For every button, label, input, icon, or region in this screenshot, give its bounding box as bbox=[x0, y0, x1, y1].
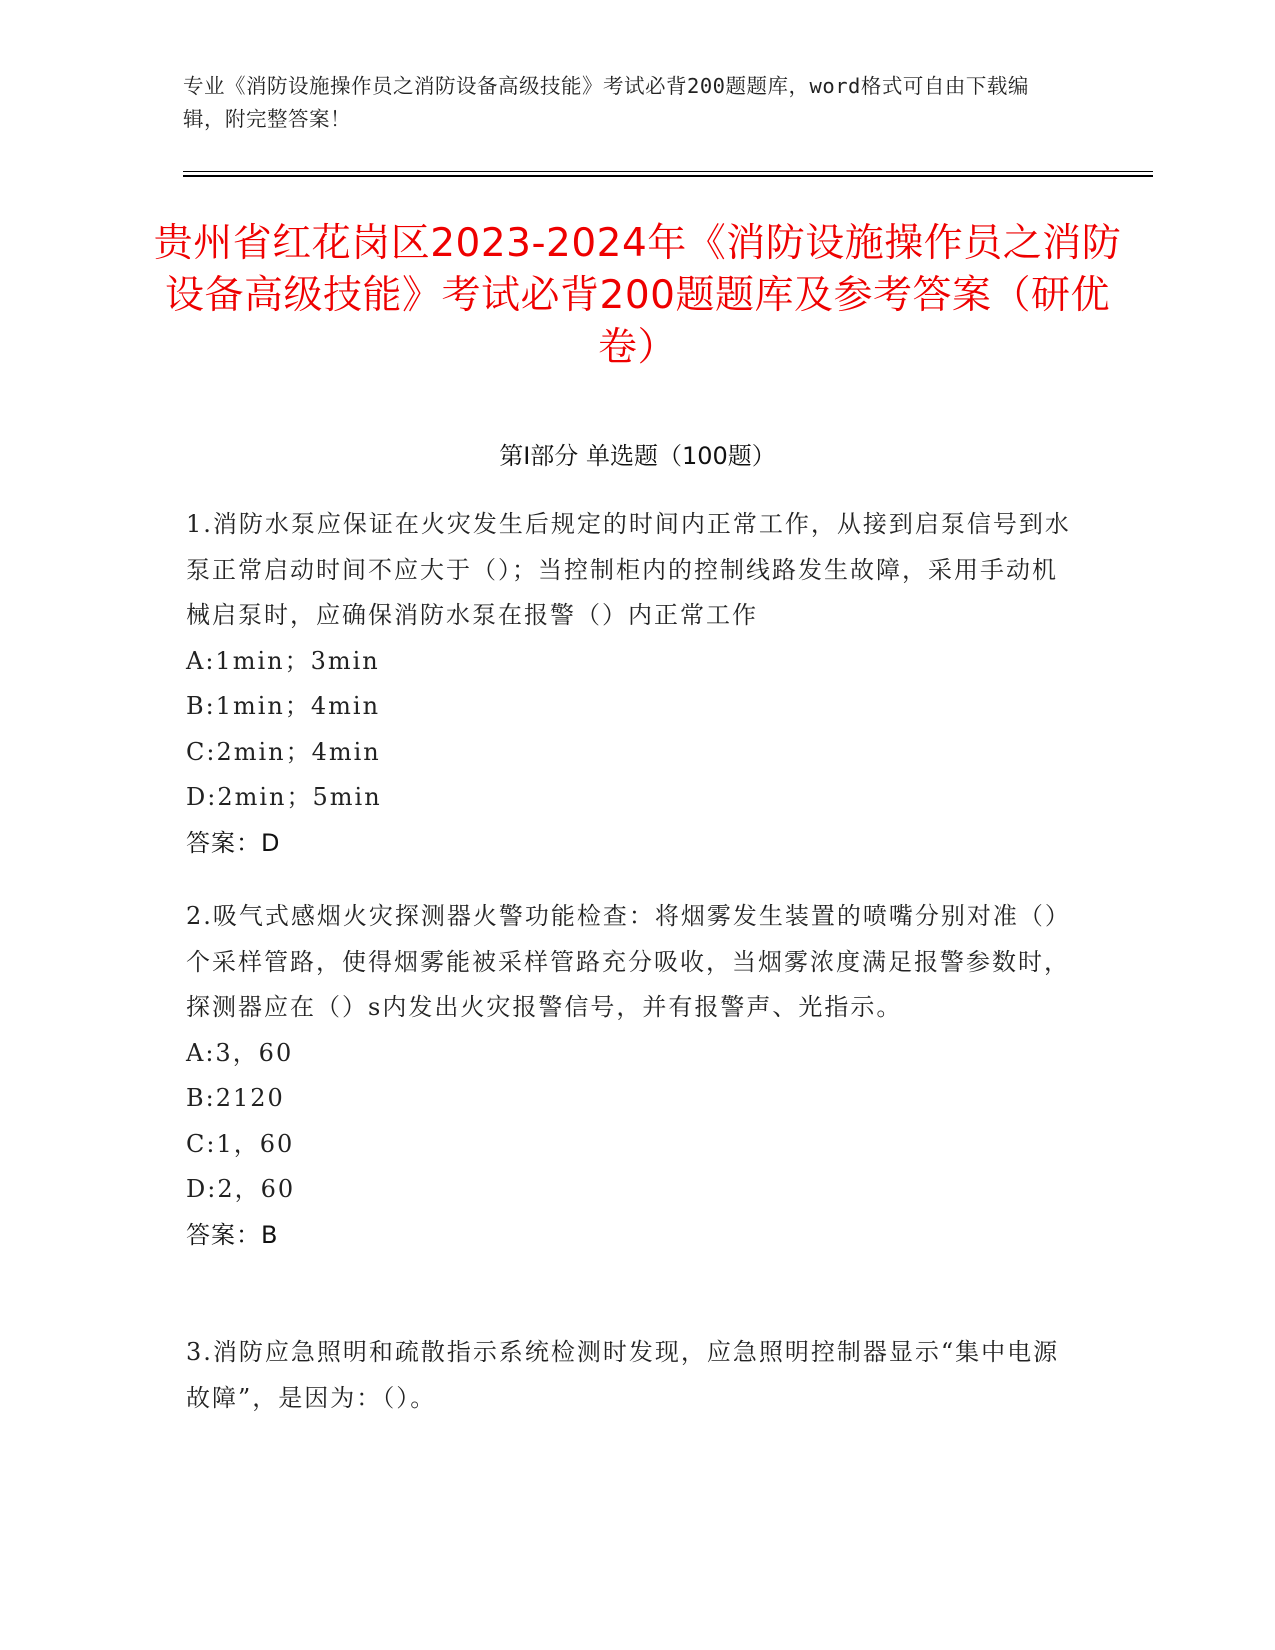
question-stem: 1.消防水泵应保证在火灾发生后规定的时间内正常工作，从接到启泵信号到水泵正常启动时间不应大于（）；当控制柜内的控制线路发生故障，采用手动机械启泵时，应确保消防水泵在报警（）内正常工作 bbox=[186, 510, 1071, 629]
header-rule-thick bbox=[183, 175, 1153, 177]
option-c: C:2min；4min bbox=[186, 737, 381, 766]
option-b: B:1min；4min bbox=[186, 692, 381, 720]
header-rule-thin bbox=[183, 171, 1153, 172]
option-d: D:2min；5min bbox=[186, 783, 382, 811]
option-d: D:2，60 bbox=[186, 1175, 296, 1203]
question-2 bbox=[186, 894, 1076, 1258]
section-title: 第I部分 单选题（100题） bbox=[499, 442, 776, 470]
document-title: 贵州省红花岗区2023-2024年《消防设施操作员之消防设备高级技能》考试必背200题题库及参考答案（研优卷） bbox=[153, 221, 1122, 370]
option-a: A:1min；3min bbox=[186, 646, 380, 675]
answer-label: 答案：D bbox=[186, 828, 281, 857]
question-stem: 2.吸气式感烟火灾探测器火警功能检查：将烟雾发生装置的喷嘴分别对准（）个采样管路，使得烟雾能被采样管路充分吸收，当烟雾浓度满足报警参数时，探测器应在（）s内发出火灾报警信号，并有报警声、光指示。 bbox=[186, 902, 1071, 1021]
answer-label: 答案：B bbox=[186, 1220, 279, 1249]
header-note: 专业《消防设施操作员之消防设备高级技能》考试必背200题题库，word格式可自由下载编辑，附完整答案！ bbox=[183, 74, 1029, 131]
option-c: C:1，60 bbox=[186, 1129, 295, 1158]
option-a: A:3，60 bbox=[186, 1038, 294, 1067]
question-1 bbox=[186, 502, 1076, 866]
question-stem: 3.消防应急照明和疏散指示系统检测时发现，应急照明控制器显示“集中电源故障”，是因为：（）。 bbox=[186, 1338, 1060, 1412]
question-3 bbox=[186, 1330, 1076, 1421]
option-b: B:2120 bbox=[186, 1084, 285, 1112]
